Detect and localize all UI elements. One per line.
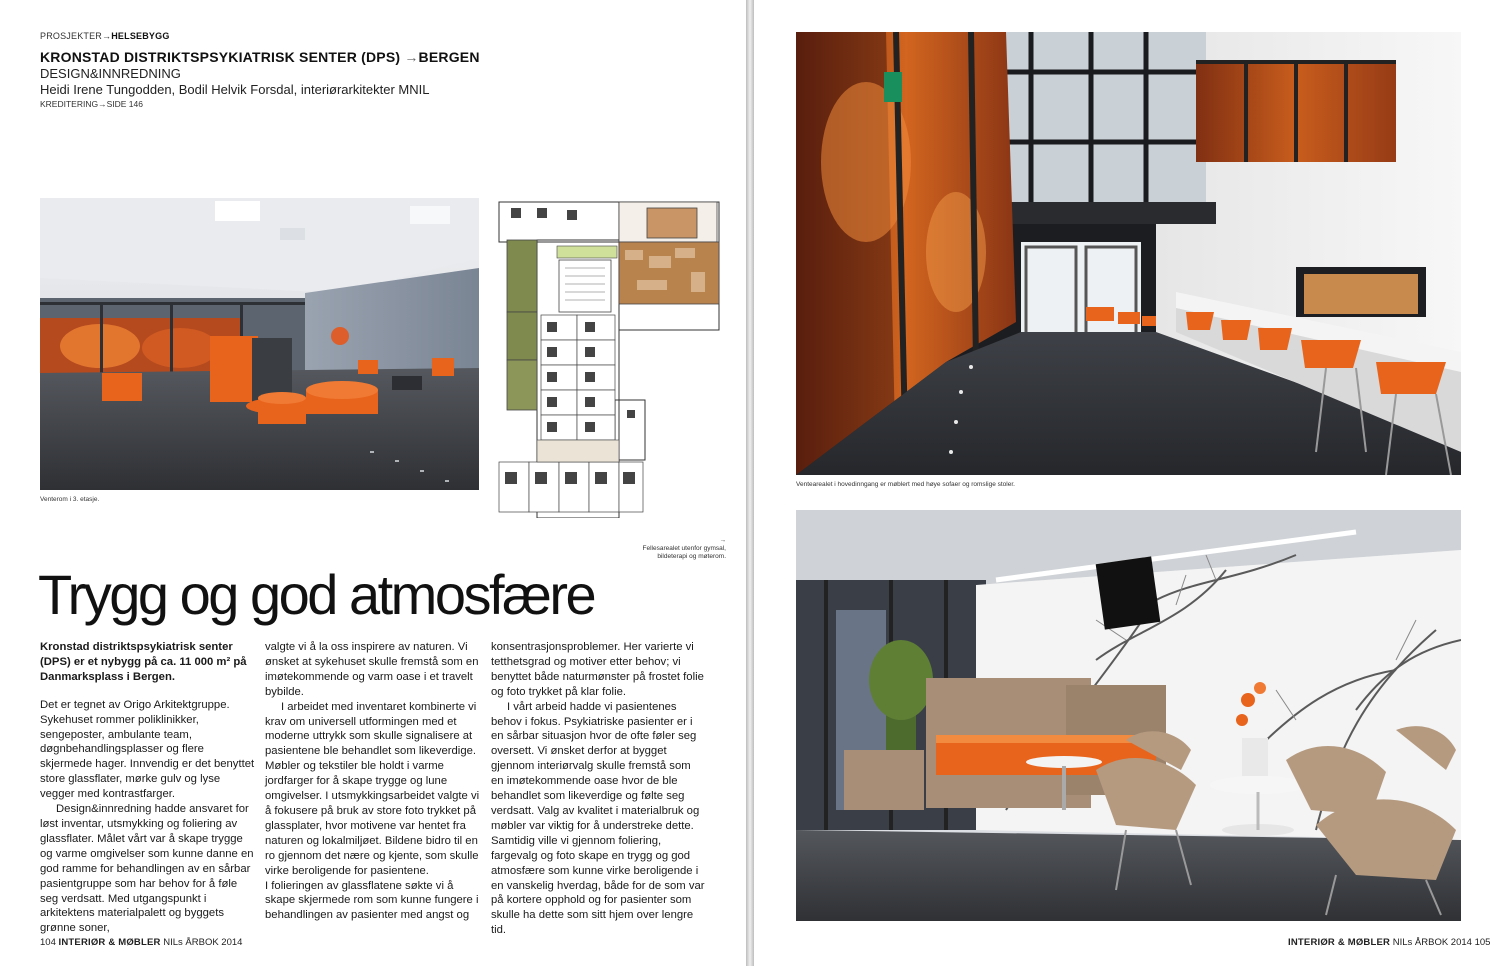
right-page-footer	[1288, 937, 1490, 948]
body-column-1	[40, 640, 255, 936]
waiting-room-caption: Venterom i 3. etasje.	[40, 496, 100, 503]
section-prefix: PROSJEKTER	[40, 31, 103, 41]
left-page	[0, 0, 746, 966]
right-page	[754, 0, 1500, 966]
floor-plan-drawing	[497, 200, 724, 518]
article-headline: Trygg og god atmosfære	[38, 563, 595, 626]
lead-paragraph: Kronstad distriktspsykiatrisk senter (DPS) er et nybygg på ca. 11 000 m² på Danmarksplass i Bergen.	[40, 641, 247, 683]
issue-name: NILs ÅRBOK 2014	[163, 937, 243, 948]
designers: Heidi Irene Tungodden, Bodil Helvik Forsdal, interiørarkitekter MNIL	[40, 82, 430, 97]
credits-reference: KREDITERING→SIDE 146	[40, 99, 143, 109]
page-spine	[746, 0, 754, 966]
issue-name: NILs ÅRBOK 2014	[1392, 937, 1472, 948]
entrance-waiting-area-caption: Ventearealet i hovedinngang er møblert med høye sofaer og romslige stoler.	[796, 481, 1015, 488]
body-paragraph: valgte vi å la oss inspirere av naturen. Vi ønsket at sykehuset skulle fremstå som en imøtekommende og varm oase i et travelt bybilde.	[265, 641, 479, 698]
body-paragraph: I arbeidet med inventaret kombinerte vi krav om universell utformingen med et moderne uttrykk som skulle signalisere at pasientene ble behandlet som likeverdige. Møbler og tekstiler ble holdt i varme jordfarger for å skape trygge og lune omgivelser. I utsmykkingsarbeidet valgte vi å fokusere på bruk av store foto trykket på glassplater, hvor motivene var hentet fra naturen og lokalmiljøet. Bildene bidro til en ro gjennom det nære og kjente, som skulle virke beroligende for pasientene.	[265, 700, 480, 877]
section-name: HELSEBYGG	[111, 31, 170, 41]
entrance-waiting-area-photo	[796, 32, 1461, 475]
body-paragraph: I vårt arbeid hadde vi pasientenes behov i fokus. Psykiatriske pasienter er i en sårbar situasjon hvor de ofte føler seg oversett. Vi ønsket derfor at bygget gjennom interiørvalg skulle fremstå som en imøtekommende oase hvor de ble behandlet som likeverdige og følte seg verdsatt. Valg av kvalitet i materialbruk og møbler var viktig for å understreke dette. Samtidig ville vi gjennom foliering, fargevalg og foto skape en trygg og god atmosfære som kunne virke beroligende i en vanskelig hverdag, både for de som var på kortere opphold og for pasienter som skulle ha dette som sitt hjem over lengre tid.	[491, 700, 705, 937]
project-title	[40, 49, 480, 65]
body-paragraph: Det er tegnet av Origo Arkitektgruppe. Sykehuset rommer poliklinikker, sengeposter, ambulante team, døgnbehandlingsplasser og flere skjermede hager. Innvendig er det benyttet store glassflater, mørke gulv og lyse vegger med kontrastfarger.	[40, 698, 255, 801]
body-column-3	[491, 640, 706, 938]
left-page-footer	[40, 937, 242, 948]
magazine-name: INTERIØR & MØBLER	[58, 937, 161, 948]
section-kicker	[40, 31, 170, 41]
floor-plan-caption-line-1: Fellesarealet utenfor gymsal,	[642, 545, 726, 553]
floor-plan-caption	[620, 537, 726, 561]
design-firm: DESIGN&INNREDNING	[40, 66, 181, 81]
body-paragraph: Design&innredning hadde ansvaret for løst inventar, utsmykking og foliering av glassflater. Målet vårt var å skape trygge og varme omgivelser som kunne danne en god ramme for behandlingen av en sårbar pasientgruppe som har behov for å føle seg verdsatt. Med utgangspunkt i arkitektens materialpalett og byggets grønne soner,	[40, 803, 254, 935]
floor-plan-caption-line-2: bildeterapi og møterom.	[657, 553, 726, 561]
project-arrow: →	[404, 49, 419, 65]
floor-plan-caption-arrow: →	[719, 537, 726, 544]
lounge-photo	[796, 510, 1461, 921]
waiting-room-photo	[40, 198, 479, 490]
page-number: 104	[40, 937, 56, 948]
section-arrow: →	[102, 31, 112, 41]
magazine-name: INTERIØR & MØBLER	[1288, 937, 1391, 948]
body-paragraph: konsentrasjonsproblemer. Her varierte vi tetthetsgrad og motiver etter behov; vi benyttet både naturmønster på frostet folie og foto trykket på klar folie.	[491, 641, 704, 698]
project-city: BERGEN	[418, 49, 480, 65]
project-name: KRONSTAD DISTRIKTSPSYKIATRISK SENTER (DPS)	[40, 49, 401, 65]
page-number: 105	[1474, 937, 1491, 948]
body-paragraph: I folieringen av glassflatene søkte vi å skape skjermede rom som kunne fungere i behandlingen av pasienter med angst og	[265, 879, 479, 922]
body-column-2	[265, 640, 480, 923]
